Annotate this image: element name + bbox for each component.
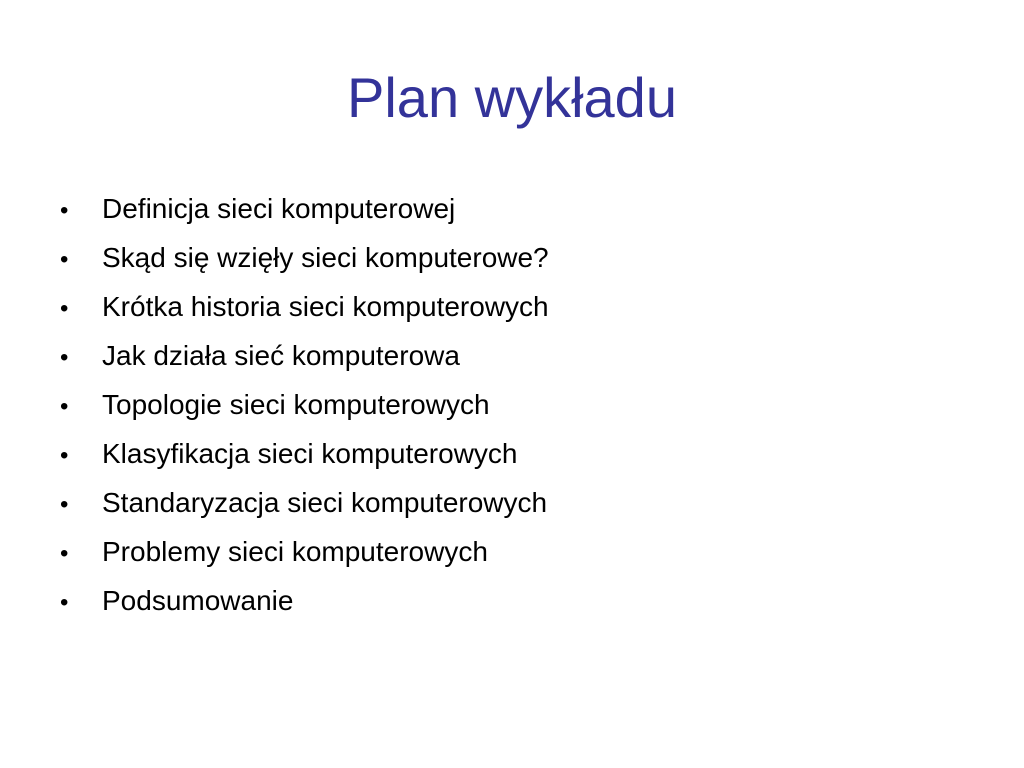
list-item-text: Standaryzacja sieci komputerowych — [102, 487, 548, 518]
bullet-icon: • — [60, 540, 69, 567]
list-item-text: Topologie sieci komputerowych — [102, 389, 490, 420]
bullet-icon: • — [60, 295, 69, 322]
bullet-icon: • — [60, 197, 69, 224]
bullet-icon: • — [60, 393, 69, 420]
list-item — [58, 429, 549, 478]
list-item-text: Jak działa sieć komputerowa — [102, 340, 460, 371]
bullet-icon: • — [60, 589, 69, 616]
list-item — [58, 576, 549, 625]
list-item-text: Klasyfikacja sieci komputerowych — [102, 438, 518, 469]
bullet-icon: • — [60, 246, 69, 273]
list-item — [58, 233, 549, 282]
list-item — [58, 380, 549, 429]
list-item-text: Problemy sieci komputerowych — [102, 536, 488, 567]
list-item — [58, 478, 549, 527]
bullet-icon: • — [60, 344, 69, 371]
list-item-text: Skąd się wzięły sieci komputerowe? — [102, 242, 549, 273]
list-item-text: Podsumowanie — [102, 585, 294, 616]
list-item-text: Definicja sieci komputerowej — [102, 193, 456, 224]
list-item-text: Krótka historia sieci komputerowych — [102, 291, 549, 322]
agenda-list — [58, 184, 549, 625]
slide-title: Plan wykładu — [347, 66, 677, 129]
list-item — [58, 282, 549, 331]
bullet-icon: • — [60, 442, 69, 469]
list-item — [58, 331, 549, 380]
list-item — [58, 527, 549, 576]
bullet-icon: • — [60, 491, 69, 518]
list-item — [58, 184, 549, 233]
